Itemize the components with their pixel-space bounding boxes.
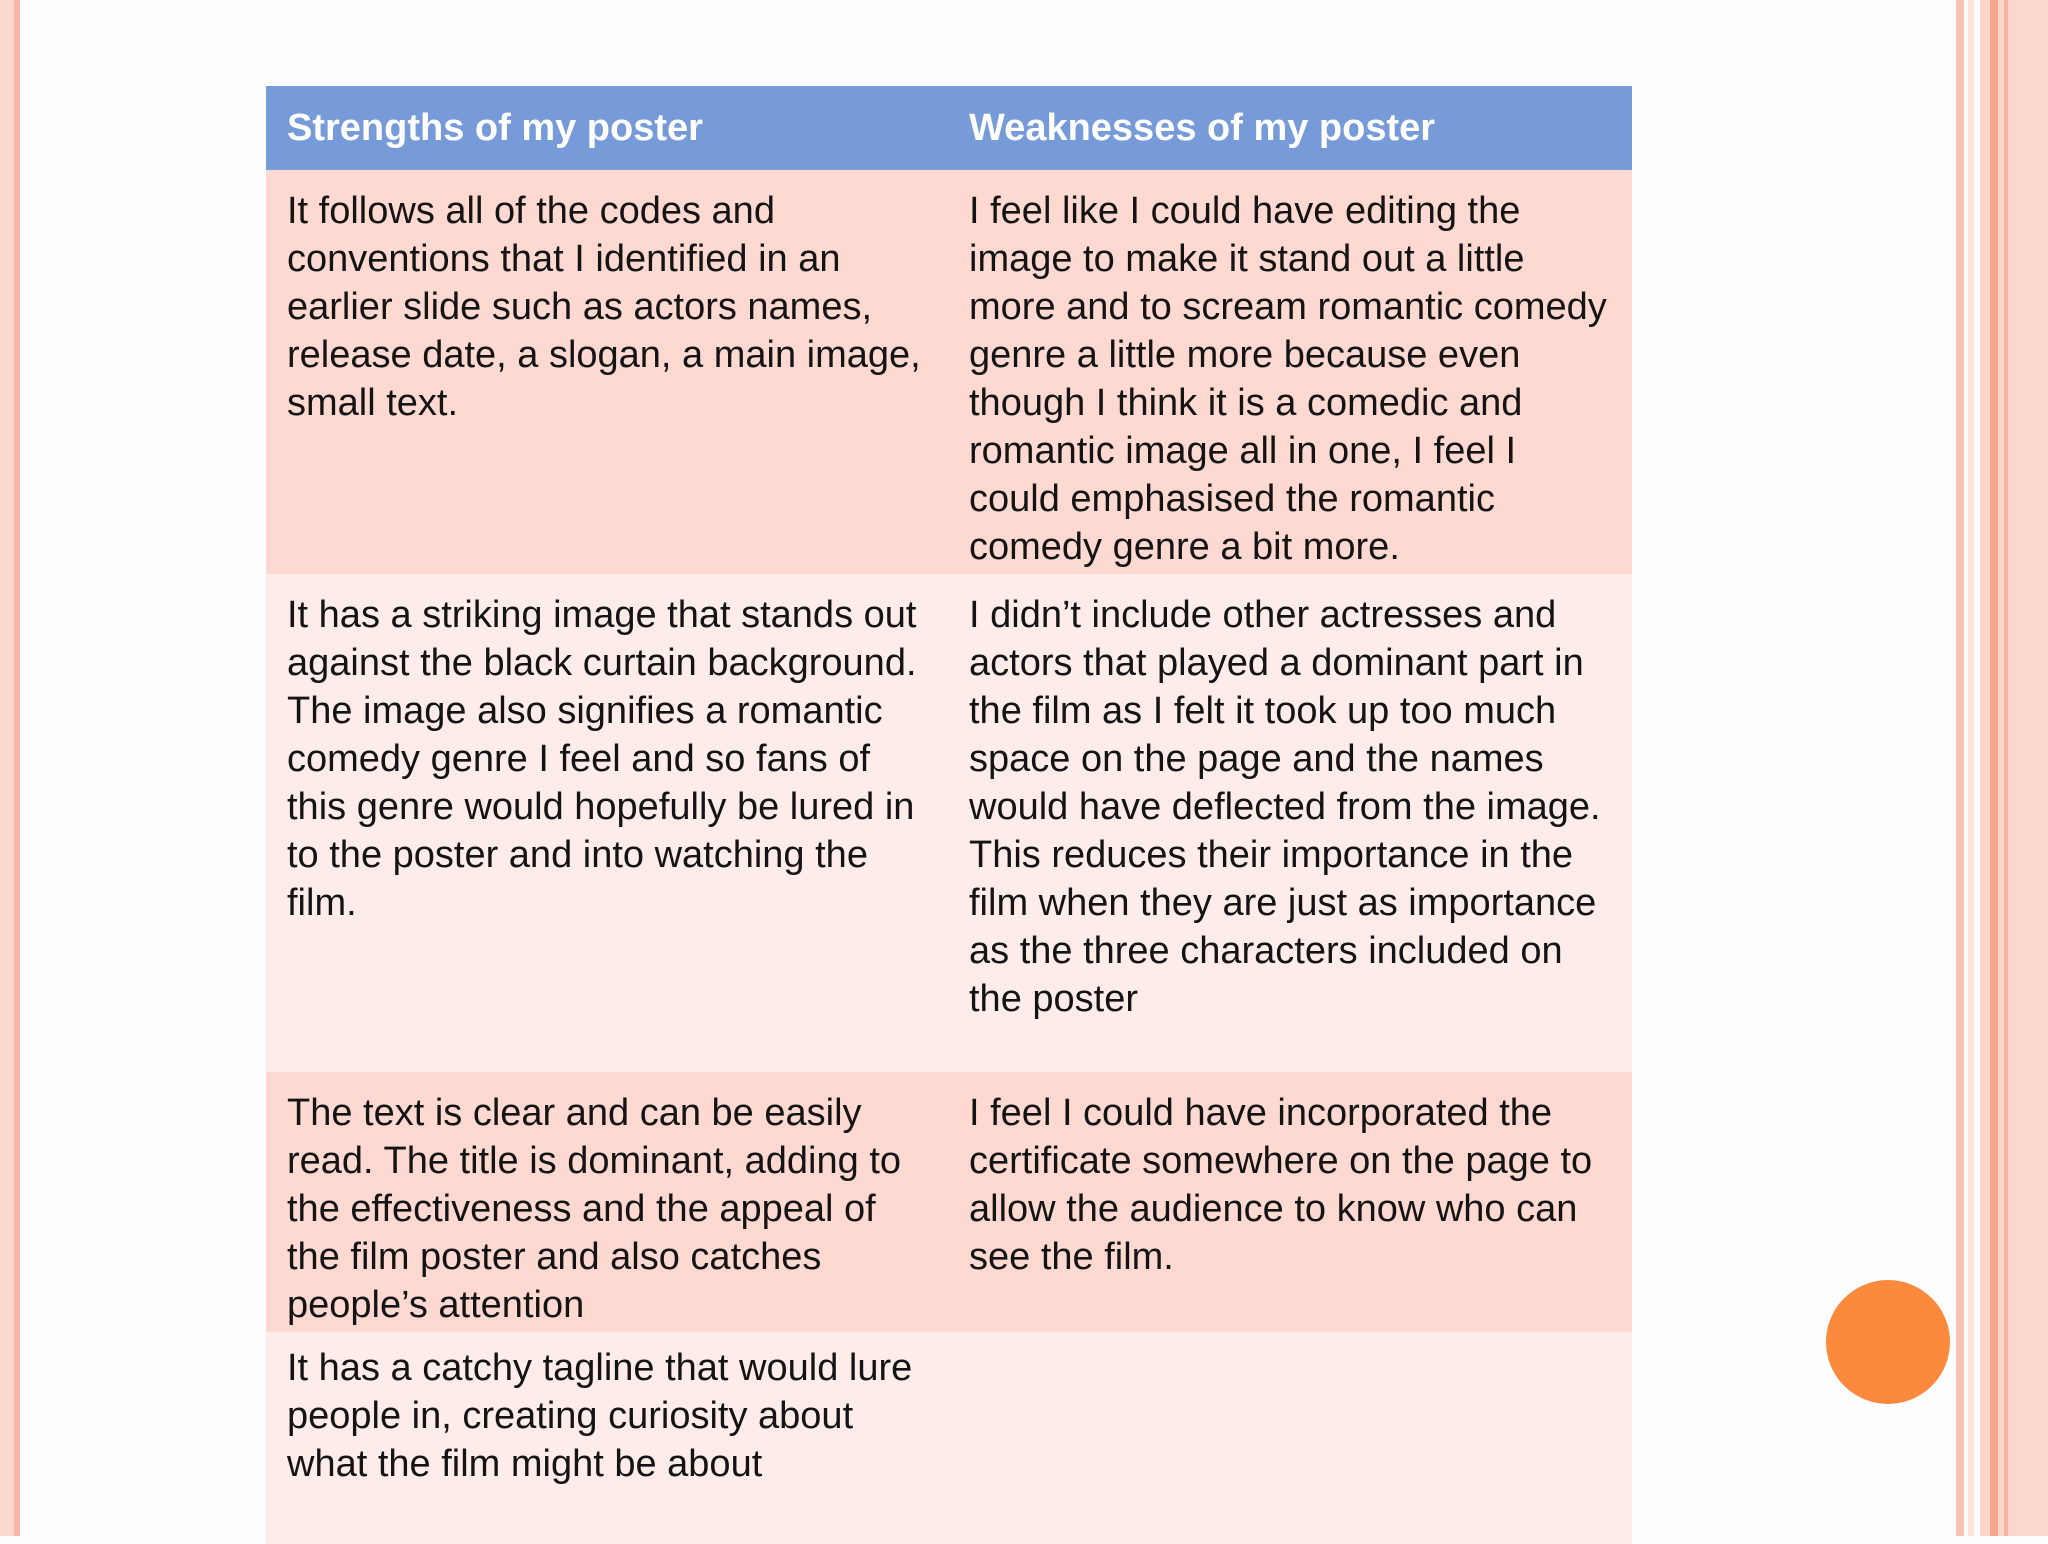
strength-cell: It follows all of the codes and conventions that I identified in an earlier slide such as actors names, release date, a slogan, a main image, small text. <box>287 190 921 424</box>
header-weaknesses: Weaknesses of my poster <box>969 107 1436 149</box>
right-border-line-dark <box>1990 0 1998 1536</box>
left-border-line <box>14 0 20 1536</box>
strength-cell: The text is clear and can be easily read. The title is dominant, adding to the effectiveness and the appeal of the film poster and also catches people’s attention <box>287 1092 902 1326</box>
orange-circle-decoration <box>1826 1280 1950 1404</box>
table-row <box>266 170 1632 574</box>
table-row <box>266 574 1632 1072</box>
right-border-line <box>1956 0 1964 1536</box>
header-strengths: Strengths of my poster <box>287 107 703 149</box>
weakness-cell: I didn’t include other actresses and actors that played a dominant part in the film as I felt it took up too much space on the page and the names would have deflected from the image. This reduces their importance in the film when they are just as importance as the three characters included on the poster <box>969 594 1601 1020</box>
weakness-cell: I feel I could have incorporated the certificate somewhere on the page to allow the audience to know who can see the film. <box>969 1092 1593 1278</box>
weakness-cell <box>949 1332 1632 1544</box>
weakness-cell: I feel like I could have editing the image to make it stand out a little more and to scream romantic comedy genre a little more because even though I think it is a comedic and romantic image all in one, I feel I could emphasised the romantic comedy genre a bit more. <box>969 190 1607 568</box>
right-border-edge <box>2016 0 2048 1536</box>
strength-cell: It has a catchy tagline that would lure people in, creating curiosity about what the film might be about <box>287 1347 913 1485</box>
strengths-weaknesses-table <box>266 86 1632 1544</box>
table-row <box>266 1072 1632 1332</box>
strength-cell: It has a striking image that stands out against the black curtain background. The image also signifies a romantic comedy genre I feel and so fans of this genre would hopefully be lured in to the poster and into watching the film. <box>287 594 917 924</box>
right-border-gap <box>1968 0 1974 1536</box>
table-row <box>266 1332 1632 1544</box>
right-border-line-thin <box>2004 0 2008 1536</box>
table-header-row <box>266 86 1632 170</box>
left-border-stripe <box>0 0 14 1536</box>
